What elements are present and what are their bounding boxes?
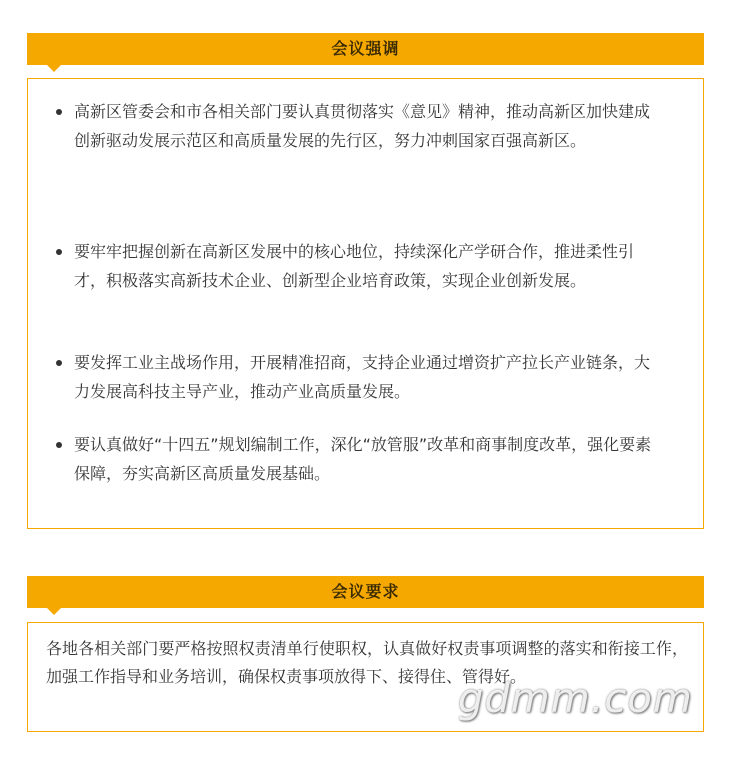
list-item: [74, 97, 654, 155]
list-item-text: 要认真做好“十四五”规划编制工作，深化“放管服”改革和商事制度改革，强化要素保障，夯实高新区高质量发展基础。: [74, 435, 652, 483]
section-header-emphasis: [27, 33, 704, 65]
bullet-dot-icon: [56, 442, 62, 448]
emphasis-content-box: [27, 78, 704, 529]
section-header-requirements: [27, 576, 704, 608]
list-item: [74, 430, 654, 488]
bullet-dot-icon: [56, 109, 62, 115]
list-item: [74, 348, 654, 406]
header-notch: [47, 65, 61, 72]
watermark: gdmm.com: [458, 676, 693, 722]
list-item-text: 要牢牢把握创新在高新区发展中的核心地位，持续深化产学研合作，推进柔性引才，积极落实高新技术企业、创新型企业培育政策，实现企业创新发展。: [74, 242, 635, 290]
list-item-text: 高新区管委会和市各相关部门要认真贯彻落实《意见》精神，推动高新区加快建成创新驱动发展示范区和高质量发展的先行区，努力冲刺国家百强高新区。: [74, 102, 651, 150]
list-item-text: 要发挥工业主战场作用，开展精准招商，支持企业通过增资扩产拉长产业链条，大力发展高科技主导产业，推动产业高质量发展。: [74, 353, 651, 401]
section-title-emphasis: 会议强调: [331, 39, 400, 58]
header-notch: [47, 608, 61, 615]
bullet-dot-icon: [56, 249, 62, 255]
bullet-dot-icon: [56, 360, 62, 366]
requirements-paragraph: 各地各相关部门要严格按照权责清单行使职权，认真做好权责事项调整的落实和衔接工作，加强工作指导和业务培训，确保权责事项放得下、接得住、管得好。: [46, 639, 688, 686]
section-title-requirements: 会议要求: [331, 582, 400, 601]
list-item: [74, 237, 654, 295]
